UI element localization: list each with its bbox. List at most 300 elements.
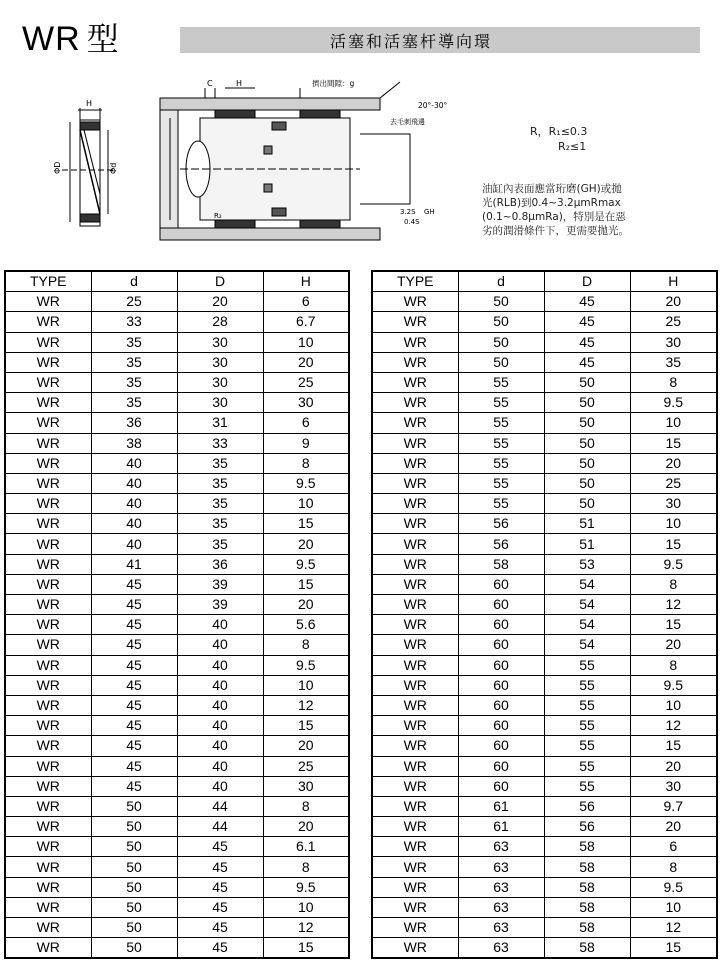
table-row	[5, 817, 349, 837]
cell-type: WR	[5, 635, 91, 655]
table-row	[5, 413, 349, 433]
cell-D: 45	[177, 938, 263, 959]
cell-type: WR	[372, 796, 458, 816]
cell-type: WR	[5, 938, 91, 959]
cell-d: 50	[91, 918, 177, 938]
cell-type: WR	[372, 473, 458, 493]
cell-H: 12	[263, 695, 349, 715]
cell-type: WR	[372, 615, 458, 635]
cell-H: 35	[630, 352, 717, 372]
cell-H: 10	[630, 897, 717, 917]
label-32s: 3.2S	[400, 208, 416, 216]
ring-section-drawing	[62, 108, 116, 226]
radius2-note: R₂≤1	[558, 140, 587, 153]
cell-D: 36	[177, 554, 263, 574]
cell-type: WR	[372, 675, 458, 695]
cell-type: WR	[5, 352, 91, 372]
table-row	[5, 675, 349, 695]
table-row	[372, 595, 717, 615]
cell-type: WR	[372, 897, 458, 917]
table-row	[372, 554, 717, 574]
label-angle: 20°-30°	[418, 101, 448, 110]
cell-H: 9.7	[630, 796, 717, 816]
table-row	[372, 837, 717, 857]
cell-type: WR	[5, 877, 91, 897]
cell-type: WR	[372, 494, 458, 514]
cell-type: WR	[372, 433, 458, 453]
cell-D: 40	[177, 776, 263, 796]
cell-type: WR	[5, 857, 91, 877]
cell-H: 25	[630, 312, 717, 332]
cell-d: 60	[458, 615, 544, 635]
note-line: (0.1~0.8μmRa)，特別是在惡	[482, 211, 626, 223]
cell-d: 45	[91, 716, 177, 736]
cell-H: 8	[263, 635, 349, 655]
cell-type: WR	[5, 595, 91, 615]
cell-H: 20	[630, 756, 717, 776]
cell-H: 8	[263, 453, 349, 473]
cell-type: WR	[5, 453, 91, 473]
cell-H: 25	[630, 473, 717, 493]
cell-type: WR	[372, 574, 458, 594]
table-row	[372, 312, 717, 332]
cell-D: 45	[544, 292, 630, 312]
cell-H: 20	[630, 292, 717, 312]
table-row	[5, 655, 349, 675]
cell-D: 54	[544, 574, 630, 594]
cell-D: 55	[544, 736, 630, 756]
cell-d: 55	[458, 494, 544, 514]
table-row	[372, 433, 717, 453]
cell-d: 35	[91, 332, 177, 352]
label-c: C	[207, 79, 213, 88]
cell-D: 58	[544, 857, 630, 877]
cell-D: 50	[544, 453, 630, 473]
cell-d: 55	[458, 473, 544, 493]
cell-H: 15	[263, 716, 349, 736]
table-row	[5, 776, 349, 796]
size-table-left	[4, 270, 350, 959]
cell-H: 15	[630, 615, 717, 635]
table-row	[372, 796, 717, 816]
cell-d: 63	[458, 877, 544, 897]
table-row	[372, 817, 717, 837]
cell-d: 40	[91, 453, 177, 473]
table-row	[372, 494, 717, 514]
cell-D: 40	[177, 716, 263, 736]
cell-d: 63	[458, 918, 544, 938]
cell-d: 61	[458, 796, 544, 816]
cell-d: 63	[458, 938, 544, 959]
label-h-small: H	[86, 99, 93, 108]
cell-d: 40	[91, 473, 177, 493]
technical-drawing	[0, 68, 470, 248]
cell-type: WR	[5, 292, 91, 312]
table-row	[372, 534, 717, 554]
cell-type: WR	[372, 534, 458, 554]
note-line: 劣的潤滑條件下，更需要拋光。	[482, 225, 629, 237]
table-row	[5, 938, 349, 959]
table-row	[372, 615, 717, 635]
cell-d: 61	[458, 817, 544, 837]
cell-D: 35	[177, 534, 263, 554]
cell-type: WR	[372, 393, 458, 413]
table-row	[372, 352, 717, 372]
cell-d: 63	[458, 897, 544, 917]
cell-H: 20	[263, 534, 349, 554]
cell-H: 10	[263, 494, 349, 514]
cell-H: 20	[263, 736, 349, 756]
cell-D: 50	[544, 494, 630, 514]
cell-type: WR	[5, 574, 91, 594]
cell-D: 30	[177, 393, 263, 413]
cell-H: 6	[263, 292, 349, 312]
cell-d: 58	[458, 554, 544, 574]
col-header-H: H	[263, 271, 349, 292]
cell-d: 50	[458, 292, 544, 312]
cell-H: 10	[630, 514, 717, 534]
cell-type: WR	[372, 877, 458, 897]
cell-H: 15	[630, 534, 717, 554]
page-title	[22, 14, 120, 60]
cell-type: WR	[5, 837, 91, 857]
cell-type: WR	[372, 857, 458, 877]
cell-H: 12	[630, 918, 717, 938]
cell-d: 50	[91, 857, 177, 877]
table-row	[5, 352, 349, 372]
cell-H: 12	[630, 716, 717, 736]
cell-d: 41	[91, 554, 177, 574]
cell-type: WR	[5, 554, 91, 574]
cell-type: WR	[5, 312, 91, 332]
cell-H: 8	[263, 857, 349, 877]
cell-H: 9.5	[630, 675, 717, 695]
cell-d: 63	[458, 837, 544, 857]
cell-type: WR	[5, 655, 91, 675]
cell-type: WR	[372, 918, 458, 938]
cell-d: 45	[91, 695, 177, 715]
cell-type: WR	[5, 897, 91, 917]
col-header-d: d	[458, 271, 544, 292]
cell-D: 40	[177, 635, 263, 655]
cell-D: 30	[177, 352, 263, 372]
cell-H: 30	[630, 776, 717, 796]
cell-type: WR	[5, 473, 91, 493]
cell-d: 55	[458, 453, 544, 473]
cell-type: WR	[5, 675, 91, 695]
cell-type: WR	[372, 312, 458, 332]
cell-H: 9.5	[630, 877, 717, 897]
cell-D: 40	[177, 655, 263, 675]
table-row	[5, 393, 349, 413]
cell-H: 10	[630, 695, 717, 715]
cell-H: 9.5	[630, 393, 717, 413]
cell-H: 15	[630, 433, 717, 453]
cell-H: 25	[263, 372, 349, 392]
cell-D: 40	[177, 695, 263, 715]
cell-d: 60	[458, 776, 544, 796]
cell-type: WR	[5, 776, 91, 796]
cell-H: 30	[263, 776, 349, 796]
cell-D: 40	[177, 756, 263, 776]
cell-H: 9.5	[630, 554, 717, 574]
cell-H: 10	[263, 332, 349, 352]
cell-D: 35	[177, 514, 263, 534]
table-row	[5, 574, 349, 594]
cell-type: WR	[372, 635, 458, 655]
cell-D: 54	[544, 595, 630, 615]
label-gap: 擠出間隙：g	[312, 79, 355, 88]
table-row	[5, 635, 349, 655]
cell-d: 50	[458, 332, 544, 352]
cell-d: 45	[91, 756, 177, 776]
label-deburr: 去毛刺飛邊	[390, 118, 425, 126]
cell-D: 35	[177, 494, 263, 514]
cell-d: 60	[458, 655, 544, 675]
cell-D: 45	[544, 352, 630, 372]
cell-D: 45	[544, 332, 630, 352]
cell-d: 50	[91, 938, 177, 959]
cell-D: 35	[177, 453, 263, 473]
cell-H: 20	[263, 817, 349, 837]
cell-type: WR	[372, 453, 458, 473]
table-row	[5, 857, 349, 877]
cell-type: WR	[372, 372, 458, 392]
cell-D: 45	[177, 837, 263, 857]
table-row	[5, 494, 349, 514]
cell-D: 55	[544, 675, 630, 695]
cell-d: 38	[91, 433, 177, 453]
cell-type: WR	[372, 352, 458, 372]
cell-type: WR	[5, 918, 91, 938]
cell-type: WR	[5, 372, 91, 392]
table-row	[5, 453, 349, 473]
title-banner	[180, 27, 700, 53]
table-row	[372, 938, 717, 959]
cell-H: 30	[630, 494, 717, 514]
cell-H: 9.5	[263, 554, 349, 574]
cell-H: 10	[263, 897, 349, 917]
col-header-H: H	[630, 271, 717, 292]
table-row	[5, 433, 349, 453]
table-row	[372, 716, 717, 736]
cell-d: 50	[458, 312, 544, 332]
table-row	[5, 796, 349, 816]
table-row	[5, 918, 349, 938]
cell-H: 12	[630, 595, 717, 615]
cell-d: 60	[458, 574, 544, 594]
cell-D: 50	[544, 433, 630, 453]
cell-d: 60	[458, 635, 544, 655]
cell-D: 55	[544, 655, 630, 675]
table-header-row	[5, 271, 349, 292]
cell-H: 10	[630, 413, 717, 433]
cell-type: WR	[5, 716, 91, 736]
table-row	[372, 695, 717, 715]
cell-type: WR	[5, 514, 91, 534]
cell-H: 6	[263, 413, 349, 433]
table-row	[372, 372, 717, 392]
table-row	[372, 292, 717, 312]
cell-H: 8	[263, 796, 349, 816]
cell-d: 50	[458, 352, 544, 372]
table-row	[5, 756, 349, 776]
table-row	[372, 736, 717, 756]
table-row	[5, 595, 349, 615]
cell-type: WR	[372, 776, 458, 796]
cell-d: 55	[458, 413, 544, 433]
cell-D: 54	[544, 635, 630, 655]
cell-d: 56	[458, 514, 544, 534]
cell-D: 45	[177, 897, 263, 917]
table-row	[5, 837, 349, 857]
cell-D: 39	[177, 574, 263, 594]
cell-type: WR	[372, 292, 458, 312]
col-header-d: d	[91, 271, 177, 292]
cell-type: WR	[372, 716, 458, 736]
cell-H: 20	[630, 453, 717, 473]
table-row	[5, 292, 349, 312]
cell-d: 35	[91, 372, 177, 392]
cell-D: 55	[544, 756, 630, 776]
cell-H: 9.5	[263, 655, 349, 675]
cell-D: 45	[544, 312, 630, 332]
cell-D: 58	[544, 938, 630, 959]
cell-type: WR	[372, 332, 458, 352]
cell-H: 15	[263, 514, 349, 534]
cell-H: 6.1	[263, 837, 349, 857]
cell-H: 10	[263, 675, 349, 695]
cell-D: 39	[177, 595, 263, 615]
cell-H: 5.6	[263, 615, 349, 635]
cell-D: 54	[544, 615, 630, 635]
cell-D: 40	[177, 736, 263, 756]
cell-d: 45	[91, 615, 177, 635]
table-row	[372, 897, 717, 917]
cell-H: 9	[263, 433, 349, 453]
cell-D: 58	[544, 918, 630, 938]
cell-type: WR	[372, 837, 458, 857]
table-row	[5, 372, 349, 392]
cell-d: 55	[458, 372, 544, 392]
table-row	[372, 393, 717, 413]
cell-type: WR	[372, 554, 458, 574]
cell-D: 51	[544, 514, 630, 534]
cell-H: 30	[630, 332, 717, 352]
label-r2: R₂	[214, 212, 222, 220]
cell-d: 45	[91, 635, 177, 655]
cell-D: 40	[177, 675, 263, 695]
label-phid: Φd	[109, 162, 118, 174]
table-row	[5, 554, 349, 574]
cell-type: WR	[372, 655, 458, 675]
table-row	[5, 473, 349, 493]
table-row	[5, 332, 349, 352]
cell-D: 58	[544, 877, 630, 897]
cell-d: 45	[91, 655, 177, 675]
banner-text: 活塞和活塞杆導向環	[330, 32, 493, 51]
cell-d: 60	[458, 695, 544, 715]
cell-d: 45	[91, 595, 177, 615]
cell-d: 45	[91, 574, 177, 594]
cell-D: 33	[177, 433, 263, 453]
table-row	[372, 675, 717, 695]
table-row	[372, 574, 717, 594]
cell-D: 35	[177, 473, 263, 493]
cell-D: 44	[177, 796, 263, 816]
cell-H: 8	[630, 574, 717, 594]
cell-type: WR	[372, 695, 458, 715]
cell-d: 35	[91, 393, 177, 413]
radius-note: R，R₁≤0.3	[530, 125, 588, 138]
cell-type: WR	[372, 595, 458, 615]
cell-H: 20	[630, 817, 717, 837]
cell-type: WR	[372, 736, 458, 756]
table-row	[372, 756, 717, 776]
cell-d: 40	[91, 494, 177, 514]
cell-D: 20	[177, 292, 263, 312]
cell-type: WR	[5, 393, 91, 413]
cell-type: WR	[372, 413, 458, 433]
cell-d: 50	[91, 817, 177, 837]
cell-d: 45	[91, 776, 177, 796]
cell-d: 60	[458, 675, 544, 695]
table-row	[372, 635, 717, 655]
table-row	[372, 514, 717, 534]
label-phiD: ΦD	[53, 161, 62, 174]
cell-D: 55	[544, 776, 630, 796]
cell-type: WR	[5, 756, 91, 776]
table-row	[372, 473, 717, 493]
table-row	[372, 857, 717, 877]
cell-type: WR	[372, 817, 458, 837]
cell-d: 50	[91, 897, 177, 917]
cell-d: 50	[91, 877, 177, 897]
cell-type: WR	[5, 796, 91, 816]
model-name: WR	[22, 20, 81, 58]
cell-d: 50	[91, 796, 177, 816]
cell-d: 55	[458, 433, 544, 453]
cell-d: 60	[458, 716, 544, 736]
cell-D: 45	[177, 857, 263, 877]
cell-D: 56	[544, 796, 630, 816]
cell-D: 58	[544, 837, 630, 857]
note-line: 油缸內表面應當珩磨(GH)或拋	[482, 183, 622, 195]
cell-D: 53	[544, 554, 630, 574]
cell-H: 9.5	[263, 877, 349, 897]
surface-finish-note	[482, 182, 707, 238]
cell-d: 56	[458, 534, 544, 554]
cell-H: 20	[630, 635, 717, 655]
cell-type: WR	[5, 534, 91, 554]
cell-D: 56	[544, 817, 630, 837]
cell-D: 40	[177, 615, 263, 635]
cell-D: 50	[544, 393, 630, 413]
piston-assembly-drawing	[160, 82, 410, 240]
table-row	[5, 877, 349, 897]
cell-D: 50	[544, 372, 630, 392]
table-row	[5, 897, 349, 917]
table-row	[372, 655, 717, 675]
cell-type: WR	[5, 332, 91, 352]
cell-H: 15	[263, 574, 349, 594]
table-row	[5, 312, 349, 332]
cell-d: 45	[91, 675, 177, 695]
table-row	[5, 615, 349, 635]
cell-d: 35	[91, 352, 177, 372]
cell-d: 45	[91, 736, 177, 756]
cell-H: 6.7	[263, 312, 349, 332]
